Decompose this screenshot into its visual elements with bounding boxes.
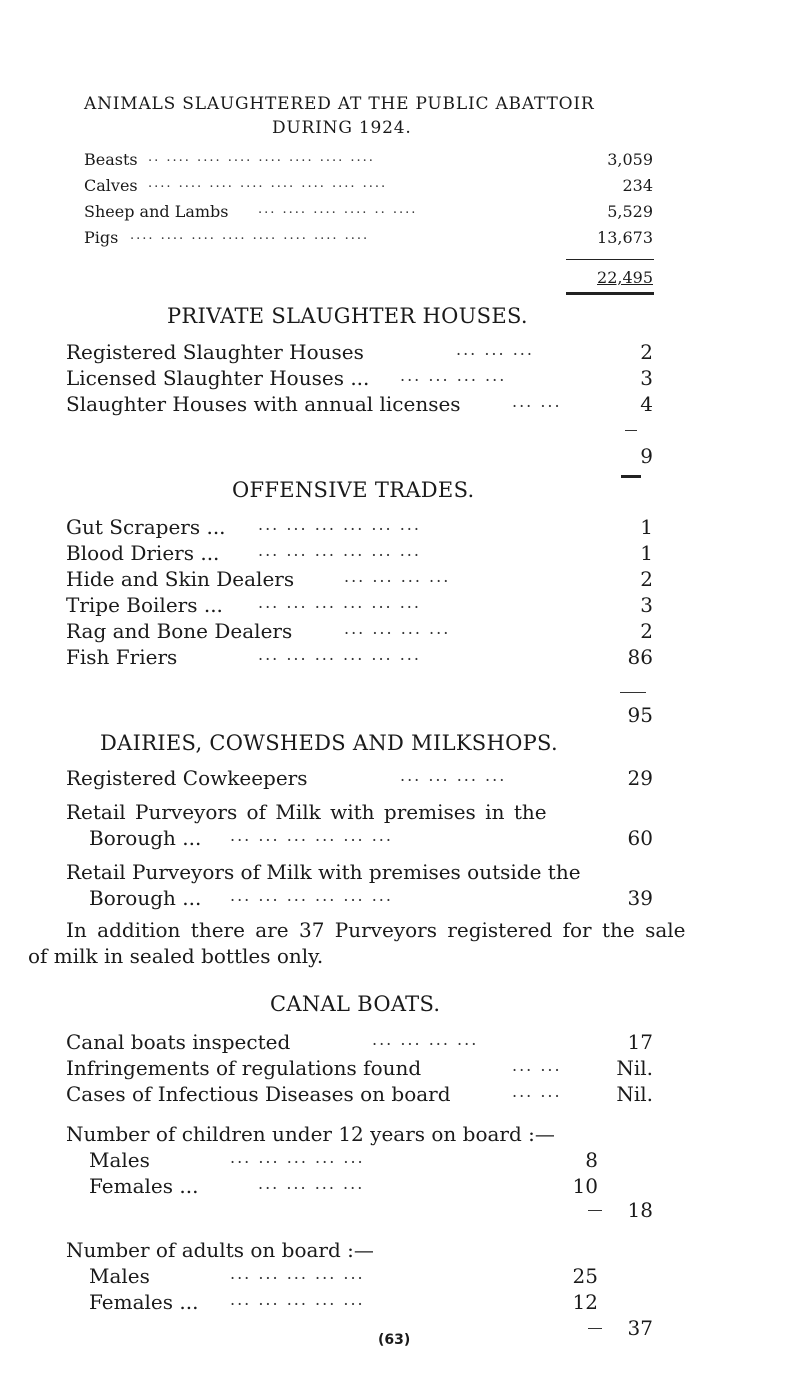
total-dash xyxy=(625,430,637,431)
abattoir-row-pigs xyxy=(0,228,800,256)
total-rule xyxy=(566,259,654,260)
dot-leader: ... ... ... ... ... ... xyxy=(230,826,393,845)
dot-leader: ... .... .... .... .. .... xyxy=(258,202,418,217)
dot-leader: ... ... ... ... ... xyxy=(230,1290,365,1309)
offensive-row xyxy=(0,645,800,673)
adults-heading xyxy=(0,1238,800,1266)
row-value: Nil. xyxy=(616,1082,653,1106)
note-text: In addition there are 37 Purveyors registered for the sale xyxy=(66,918,686,942)
row-label: Registered Slaughter Houses xyxy=(66,340,364,364)
row-value: 60 xyxy=(627,826,653,850)
row-label: Borough ... xyxy=(89,826,202,850)
private-row xyxy=(0,340,800,368)
canal-row xyxy=(0,1056,800,1084)
row-label: Pigs xyxy=(84,228,119,247)
row-label: Blood Driers ... xyxy=(66,541,220,565)
row-value: 4 xyxy=(640,392,653,416)
row-label: Hide and Skin Dealers xyxy=(66,567,295,591)
row-label: Rag and Bone Dealers xyxy=(66,619,293,643)
children-total xyxy=(0,1198,800,1226)
dot-leader: .... .... .... .... .... .... .... .... xyxy=(130,228,370,243)
dot-leader: ... ... ... ... xyxy=(344,619,451,638)
dot-leader: ... ... ... ... ... xyxy=(230,1264,365,1283)
dairies-cowkeepers xyxy=(0,766,800,794)
row-label: Borough ... xyxy=(89,886,202,910)
row-value: 10 xyxy=(572,1174,598,1198)
dairies-inside-line1 xyxy=(0,800,800,828)
abattoir-title-line2: DURING 1924. xyxy=(272,118,412,138)
adults-males xyxy=(0,1264,800,1292)
canal-row xyxy=(0,1082,800,1110)
row-label: Licensed Slaughter Houses ... xyxy=(66,366,370,390)
row-value: 29 xyxy=(627,766,653,790)
row-value: 2 xyxy=(640,567,653,591)
children-males xyxy=(0,1148,800,1176)
row-label: Calves xyxy=(84,176,138,195)
canal-title: CANAL BOATS. xyxy=(270,992,441,1016)
row-label: Number of children under 12 years on board :— xyxy=(66,1122,555,1146)
dot-leader: ... ... xyxy=(512,1082,562,1101)
dot-leader: ... ... ... ... ... xyxy=(230,1148,365,1167)
offensive-row xyxy=(0,541,800,569)
double-rule xyxy=(566,292,654,295)
row-label: Females ... xyxy=(89,1290,199,1314)
dairies-inside-line2 xyxy=(0,826,800,854)
offensive-row xyxy=(0,515,800,543)
row-value: 17 xyxy=(627,1030,653,1054)
row-label: Infringements of regulations found xyxy=(66,1056,422,1080)
dot-leader: ... ... xyxy=(512,1056,562,1075)
row-value: 234 xyxy=(622,176,653,195)
abattoir-title-line1: ANIMALS SLAUGHTERED AT THE PUBLIC ABATTOIR xyxy=(84,94,595,114)
row-label: Registered Cowkeepers xyxy=(66,766,308,790)
row-label: Beasts xyxy=(84,150,138,169)
offensive-total xyxy=(0,703,800,731)
row-label: Fish Friers xyxy=(66,645,178,669)
private-title: PRIVATE SLAUGHTER HOUSES. xyxy=(167,304,528,328)
row-label: Retail Purveyors of Milk with premises in the xyxy=(66,800,547,824)
row-label: Tripe Boilers ... xyxy=(66,593,223,617)
dairies-outside-line2 xyxy=(0,886,800,914)
row-label: Canal boats inspected xyxy=(66,1030,291,1054)
abattoir-row-beasts xyxy=(0,150,800,178)
row-value: 3,059 xyxy=(607,150,653,169)
row-label: Cases of Infectious Diseases on board xyxy=(66,1082,451,1106)
note-text: of milk in sealed bottles only. xyxy=(28,944,324,968)
total-value: 22,495 xyxy=(597,268,653,287)
abattoir-total xyxy=(0,268,800,296)
dot-leader: ... ... xyxy=(512,392,562,411)
row-value: Nil. xyxy=(616,1056,653,1080)
page-number: (63) xyxy=(378,1332,411,1348)
row-value: 86 xyxy=(627,645,653,669)
dot-leader: ... ... ... ... ... ... xyxy=(258,515,421,534)
double-rule xyxy=(621,475,641,478)
children-heading xyxy=(0,1122,800,1150)
row-label: Gut Scrapers ... xyxy=(66,515,226,539)
row-label: Males xyxy=(89,1148,150,1172)
row-value: 3 xyxy=(640,593,653,617)
dot-leader: ... ... ... ... xyxy=(372,1030,479,1049)
dot-leader: ... ... ... ... xyxy=(258,1174,365,1193)
row-value: 39 xyxy=(627,886,653,910)
total-value: 95 xyxy=(627,703,653,727)
abattoir-row-calves xyxy=(0,176,800,204)
dairies-title: DAIRIES, COWSHEDS AND MILKSHOPS. xyxy=(100,731,558,755)
dot-leader: ... ... ... ... ... ... xyxy=(258,541,421,560)
private-total xyxy=(0,444,800,472)
row-value: 2 xyxy=(640,340,653,364)
row-value: 12 xyxy=(572,1290,598,1314)
row-value: 1 xyxy=(640,541,653,565)
row-label: Sheep and Lambs xyxy=(84,202,229,221)
offensive-row xyxy=(0,593,800,621)
row-value: 2 xyxy=(640,619,653,643)
row-value: 3 xyxy=(640,366,653,390)
offensive-row xyxy=(0,619,800,647)
dot-leader: ... ... ... ... ... ... xyxy=(258,645,421,664)
row-value: 25 xyxy=(572,1264,598,1288)
row-label: Slaughter Houses with annual licenses xyxy=(66,392,461,416)
dot-leader: .. .... .... .... .... .... .... .... xyxy=(148,150,375,165)
canal-row xyxy=(0,1030,800,1058)
dairies-outside-line1 xyxy=(0,860,800,888)
row-label: Females ... xyxy=(89,1174,199,1198)
total-value: 37 xyxy=(627,1316,653,1340)
row-value: 1 xyxy=(640,515,653,539)
row-value: 13,673 xyxy=(597,228,653,247)
private-row xyxy=(0,366,800,394)
dairies-note-line1 xyxy=(0,918,800,946)
total-value: 18 xyxy=(627,1198,653,1222)
dot-leader: ... ... ... ... xyxy=(400,366,507,385)
dot-leader: ... ... ... xyxy=(456,340,534,359)
row-label: Retail Purveyors of Milk with premises outside the xyxy=(66,860,581,884)
row-label: Number of adults on board :— xyxy=(66,1238,374,1262)
private-row xyxy=(0,392,800,420)
total-value: 9 xyxy=(640,444,653,468)
row-value: 8 xyxy=(585,1148,598,1172)
row-value: 5,529 xyxy=(607,202,653,221)
dot-leader: .... .... .... .... .... .... .... .... xyxy=(148,176,388,191)
row-label: Males xyxy=(89,1264,150,1288)
adults-females xyxy=(0,1290,800,1318)
dot-leader: ... ... ... ... ... ... xyxy=(230,886,393,905)
dot-leader: ... ... ... ... xyxy=(400,766,507,785)
dot-leader: ... ... ... ... xyxy=(344,567,451,586)
abattoir-row-sheep xyxy=(0,202,800,230)
dairies-note-line2 xyxy=(0,944,800,972)
offensive-title: OFFENSIVE TRADES. xyxy=(232,478,475,502)
dot-leader: ... ... ... ... ... ... xyxy=(258,593,421,612)
total-dash xyxy=(620,692,646,693)
offensive-row xyxy=(0,567,800,595)
